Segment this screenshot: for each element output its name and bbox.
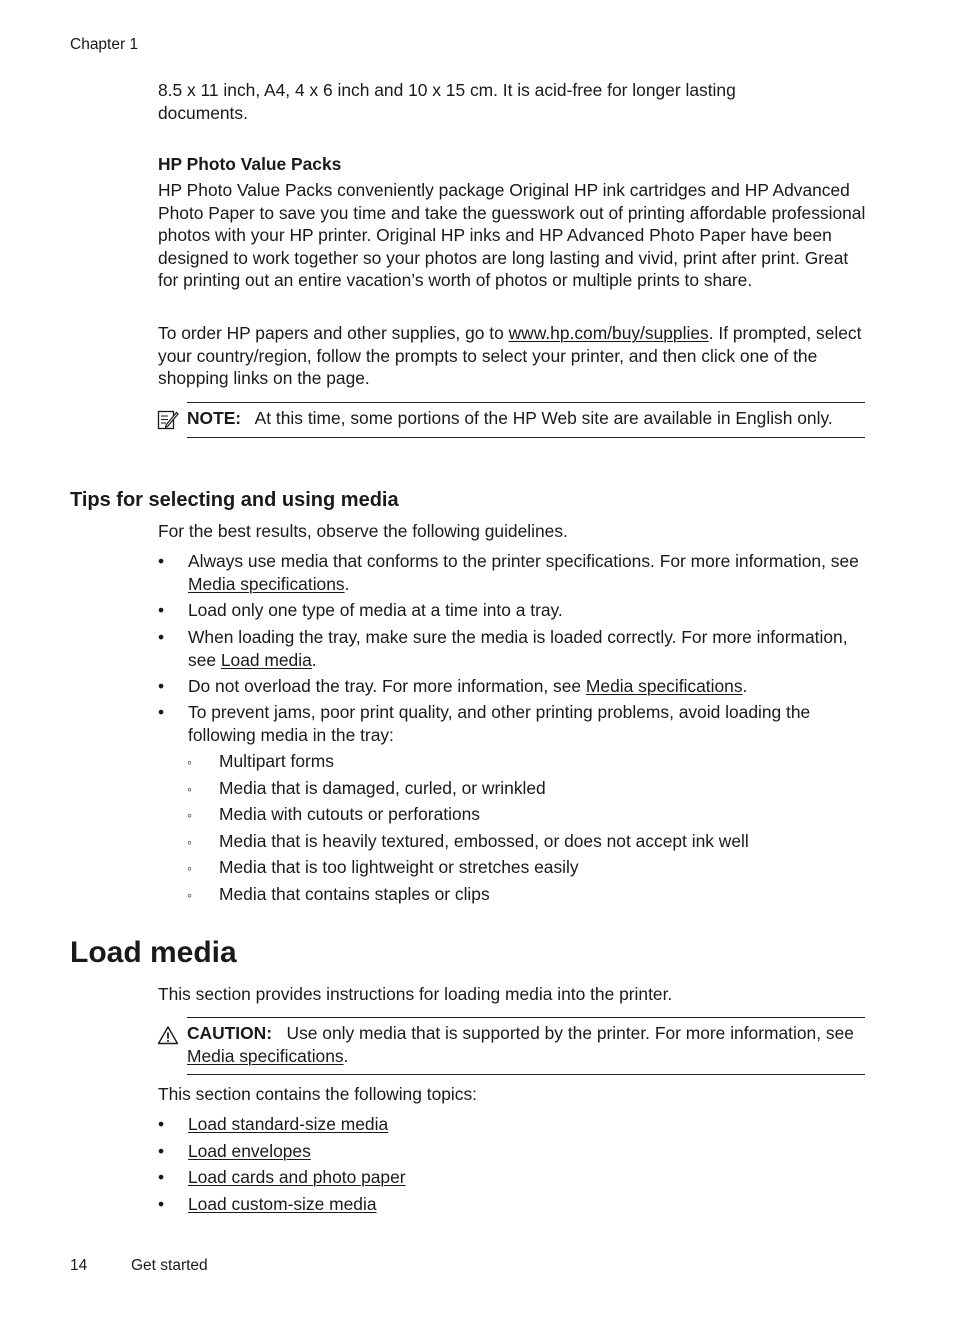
sub-list-item: Media with cutouts or perforations: [219, 804, 480, 824]
load-media-heading: Load media: [70, 936, 237, 969]
list-item-text: When loading the tray, make sure the media is loaded correctly. For more information, see: [188, 627, 848, 670]
list-item-text: Load only one type of media at a time into a tray.: [188, 600, 563, 620]
footer-section: Get started: [131, 1257, 208, 1274]
sub-list-item: Media that is damaged, curled, or wrinkled: [219, 778, 546, 798]
bullet: •: [158, 551, 165, 571]
bullet: •: [158, 1114, 165, 1134]
note-label: NOTE:: [187, 408, 242, 428]
media-specifications-link[interactable]: Media specifications: [585, 676, 743, 696]
warning-icon: [157, 1025, 179, 1050]
sub-list-item: Media that is too lightweight or stretches easily: [219, 857, 579, 877]
sub-bullet: ◦: [187, 834, 192, 850]
sub-list-item: Media that contains staples or clips: [219, 884, 490, 904]
load-custom-size-media-link[interactable]: Load custom-size media: [188, 1194, 377, 1214]
list-item-text: Do not overload the tray. For more information, see: [188, 676, 586, 696]
media-specifications-link[interactable]: Media specifications: [187, 1045, 344, 1066]
punct: .: [343, 1045, 349, 1066]
bullet: •: [158, 1141, 165, 1161]
load-standard-size-media-link[interactable]: Load standard-size media: [188, 1114, 389, 1134]
load-cards-photo-paper-link[interactable]: Load cards and photo paper: [188, 1167, 406, 1187]
punct: .: [742, 676, 748, 696]
note-icon: [157, 409, 179, 435]
load-media-link[interactable]: Load media: [220, 649, 312, 670]
load-media-intro: This section provides instructions for loading media into the printer.: [158, 984, 673, 1004]
sub-bullet: ◦: [187, 807, 192, 823]
punct: .: [311, 649, 317, 670]
intro-paragraph: 8.5 x 11 inch, A4, 4 x 6 inch and 10 x 15 cm. It is acid-free for longer lasting documents.: [158, 80, 736, 123]
bullet: •: [158, 1194, 165, 1214]
tips-intro: For the best results, observe the following guidelines.: [158, 521, 568, 541]
caution-label: CAUTION:: [187, 1023, 273, 1043]
caution-box: [187, 1017, 865, 1075]
bullet: •: [158, 627, 165, 647]
order-paragraph: [158, 322, 870, 390]
note-text: At this time, some portions of the HP Web site are available in English only.: [254, 408, 833, 428]
photo-packs-paragraph: HP Photo Value Packs conveniently package Original HP ink cartridges and HP Advanced Photo Paper to save you time and take the guesswork out of printing affordable professional photos with your HP printer. Original HP inks and HP Advanced Photo Paper have been designed to work together so your photos are long lasting and vivid, print after print. Great for printing out an entire vacation’s worth of photos or multiple prints to share.: [158, 180, 866, 291]
sub-list-item: Media that is heavily textured, embossed, or does not accept ink well: [219, 831, 749, 851]
supplies-link[interactable]: www.hp.com/buy/supplies: [508, 323, 709, 343]
topics-intro: This section contains the following topics:: [158, 1084, 477, 1104]
list-item-text: To prevent jams, poor print quality, and other printing problems, avoid loading the following media in the tray:: [188, 702, 811, 745]
note-box: [187, 402, 865, 438]
sub-bullet: ◦: [187, 781, 192, 797]
sub-bullet: ◦: [187, 754, 192, 770]
load-envelopes-link[interactable]: Load envelopes: [188, 1141, 311, 1161]
bullet: •: [158, 600, 165, 620]
photo-packs-heading: HP Photo Value Packs: [158, 154, 342, 174]
sub-bullet: ◦: [187, 887, 192, 903]
tips-list: [0, 550, 954, 910]
bullet: •: [158, 1167, 165, 1187]
order-text-before: To order HP papers and other supplies, go to: [158, 323, 509, 343]
running-header: Chapter 1: [70, 36, 139, 53]
media-specifications-link[interactable]: Media specifications: [188, 573, 345, 594]
order-text-after: . If prompted, select your country/region, follow the prompts to select your printer, and then click one of the shopping links on the page.: [158, 323, 862, 389]
sub-bullet: ◦: [187, 860, 192, 876]
tips-heading: Tips for selecting and using media: [70, 489, 399, 511]
list-item-text: Always use media that conforms to the printer specifications. For more information, see: [188, 551, 859, 571]
bullet: •: [158, 676, 165, 696]
bullet: •: [158, 702, 165, 722]
punct: .: [344, 573, 350, 594]
page-number: 14: [70, 1257, 88, 1274]
caution-text: Use only media that is supported by the printer. For more information, see: [286, 1023, 854, 1043]
sub-list-item: Multipart forms: [219, 751, 334, 771]
topics-list: [0, 1113, 954, 1223]
